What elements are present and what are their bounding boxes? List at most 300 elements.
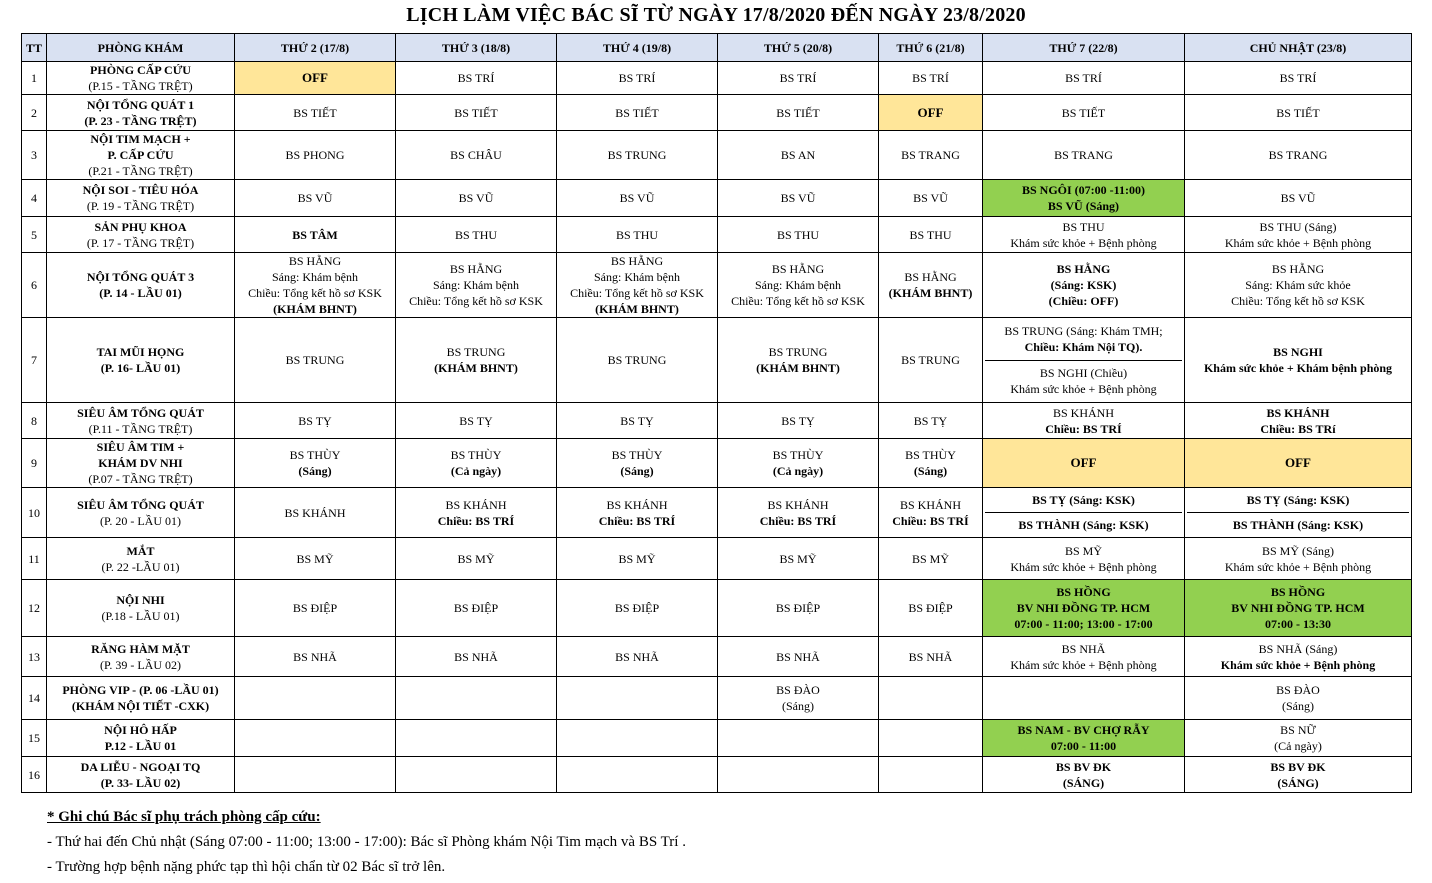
schedule-cell [396,439,557,488]
schedule-cell: BS VŨ [235,180,396,217]
schedule-cell [879,253,983,318]
col-header-sun: CHỦ NHẬT (23/8) [1185,34,1412,62]
row-number: 11 [22,538,47,580]
room-cell [47,677,235,720]
cell-line: BS TRUNG [768,345,828,359]
schedule-cell: BS TIẾT [396,95,557,131]
schedule-cell: BS TIẾT [235,95,396,131]
row-number: 7 [22,318,47,403]
cell-line: BS NAM - BV CHỢ RẪY [1017,723,1150,737]
cell-line: BS NGÔI (07:00 -11:00) [1022,183,1145,197]
room-cell [47,95,235,131]
cell-line: (Cả ngày) [772,464,824,478]
schedule-cell: BS KHÁNH [235,488,396,538]
cell-line: Chiều: BS TRí [1260,421,1336,436]
schedule-cell: BS VŨ [557,180,718,217]
cell-line: BS NGHI (Chiều) [1039,366,1128,381]
room-name: NỘI NHI [116,593,165,607]
cell-line: 07:00 - 11:00; 13:00 - 17:00 [1014,617,1153,631]
cell-line: (KHÁM BHNT) [434,361,518,375]
schedule-cell: BS TỴ [718,403,879,439]
col-header-sat: THỨ 7 (22/8) [983,34,1185,62]
schedule-cell: BS VŨ [718,180,879,217]
cell-line: BS THÙY [772,448,824,462]
cell-line: Chiều: Tổng kết hồ sơ KSK [1231,294,1365,308]
cell-line: Chiều: BS TRÍ [892,513,969,528]
schedule-cell [879,677,983,720]
cell-line: BS TRUNG (Sáng: Khám TMH; [1004,323,1163,338]
cell-line: (Chiều: OFF) [1048,294,1119,308]
cell-line: Sáng: Khám bệnh [433,278,519,292]
note-line: - Thứ hai đến Chủ nhật (Sáng 07:00 - 11:00; 13:00 - 17:00): Bác sĩ Phòng khám Nội Tim mạch và BS Trí . [47,834,686,850]
cell-line: BS BV ĐK [1055,759,1112,774]
schedule-cell: BS TRANG [1185,131,1412,180]
cell-line: BS ĐÀO [776,683,820,697]
cell-line: BS NHÃ [1061,641,1106,656]
schedule-cell [983,677,1185,720]
schedule-cell [879,757,983,793]
table-row [22,318,1412,403]
room-name: NỘI SOI - TIÊU HÓA [82,183,199,197]
schedule-cell [235,439,396,488]
schedule-table [21,33,1412,793]
table-row [22,217,1412,253]
schedule-cell: BS PHONG [235,131,396,180]
cell-line: (Cả ngày) [1274,739,1322,753]
schedule-cell [718,488,879,538]
schedule-cell-off: OFF [879,95,983,131]
col-header-fri: THỨ 6 (21/8) [879,34,983,62]
schedule-cell: BS TRUNG [557,131,718,180]
cell-line: Khám sức khỏe + Bệnh phòng [1220,657,1376,672]
schedule-cell: BS THU [396,217,557,253]
cell-line: (Sáng) [782,699,814,713]
cell-line: BS KHÁNH [1052,405,1114,420]
schedule-cell [879,439,983,488]
room-cell [47,757,235,793]
schedule-cell: BS VŨ [1185,180,1412,217]
table-row [22,538,1412,580]
notes-section [47,805,686,880]
schedule-cell: BS MỸ [396,538,557,580]
room-cell [47,439,235,488]
cell-line: BS VŨ (Sáng) [1047,199,1120,213]
cell-line: BS THÙY [289,448,341,462]
table-row [22,439,1412,488]
cell-line: (Sáng) [298,464,332,478]
room-location: (P. 23 - TẦNG TRỆT) [84,113,197,128]
split-top [985,318,1182,360]
schedule-cell: BS ĐIỆP [557,580,718,637]
cell-line: (KHÁM BHNT) [595,302,679,316]
cell-line: BS KHÁNH [1266,405,1330,420]
schedule-cell [235,720,396,757]
schedule-cell: BS NHÃ [235,637,396,677]
row-number: 4 [22,180,47,217]
cell-line: BV NHI ĐỒNG TP. HCM [1231,601,1365,615]
schedule-cell-split [983,488,1185,538]
schedule-cell: BS TRUNG [879,318,983,403]
schedule-cell: BS ĐIỆP [235,580,396,637]
row-number: 5 [22,217,47,253]
note-line: - Trường hợp bệnh nặng phức tạp thì hội chẩn từ 02 Bác sĩ trở lên. [47,859,446,875]
cell-line: BS NHÃ (Sáng) [1258,641,1338,656]
header-row [22,34,1412,62]
col-header-wed: THỨ 4 (19/8) [557,34,718,62]
cell-line: (Sáng) [1282,699,1314,713]
schedule-cell [718,253,879,318]
cell-line: BS HẰNG [771,262,825,276]
schedule-cell [235,757,396,793]
cell-line: Khám sức khỏe + Bệnh phòng [1010,559,1157,574]
schedule-cell [1185,720,1412,757]
room-location: (P.21 - TẦNG TRỆT) [88,164,193,178]
room-name: SIÊU ÂM TỔNG QUÁT [77,405,204,420]
schedule-cell: BS TRUNG [557,318,718,403]
room-location: (P. 19 - TẦNG TRỆT) [86,199,195,213]
schedule-cell-split [1185,488,1412,538]
schedule-cell [718,318,879,403]
room-name: DA LIỄU - NGOẠI TQ [80,759,201,774]
schedule-cell: BS TIẾT [1185,95,1412,131]
room-name-2: P. CẤP CỨU [107,148,174,162]
room-location: (P. 22 -LẦU 01) [101,559,180,574]
schedule-cell: BS TÂM [235,217,396,253]
schedule-cell: BS NHÃ [396,637,557,677]
schedule-cell: BS MỸ [557,538,718,580]
room-cell [47,637,235,677]
cell-line: Chiều: Tổng kết hồ sơ KSK [570,286,704,300]
cell-line: (KHÁM BHNT) [888,286,973,300]
schedule-cell [396,677,557,720]
col-header-mon: THỨ 2 (17/8) [235,34,396,62]
room-location: (P.18 - LẦU 01) [101,609,180,623]
room-location: (P. 14 - LẦU 01) [99,286,182,300]
cell-line: BS THÙY [905,448,956,462]
cell-line: Sáng: Khám sức khỏe [1245,278,1351,292]
room-name: PHÒNG VIP - (P. 06 -LẦU 01) [62,683,219,697]
room-location: (P. 39 - LẦU 02) [100,657,181,672]
room-name: SIÊU ÂM TIM + [96,440,185,454]
room-name-2: KHÁM DV NHI [98,456,183,470]
cell-line: Sáng: Khám bệnh [272,270,358,284]
cell-line: Chiều: BS TRÍ [598,513,676,528]
col-header-tt: TT [22,34,47,62]
cell-line: BS MỸ [1064,543,1102,558]
schedule-cell [557,488,718,538]
cell-line: BS THU (Sáng) [1259,219,1337,234]
notes-heading: * Ghi chú Bác sĩ phụ trách phòng cấp cứu: [47,809,321,825]
cell-line: Chiều: Khám Nội TQ). [1024,339,1143,354]
cell-line: Khám sức khỏe + Bệnh phòng [1010,657,1157,672]
cell-line: 07:00 - 11:00 [1050,739,1117,753]
schedule-cell: BS THU [879,217,983,253]
schedule-cell: BS VŨ [879,180,983,217]
cell-line: BS HẰNG [904,270,957,284]
room-location: (P.07 - TẦNG TRỆT) [88,472,193,486]
schedule-cell [557,757,718,793]
schedule-cell [396,488,557,538]
schedule-cell [396,318,557,403]
cell-line: Sáng: Khám bệnh [755,278,841,292]
cell-line: BS HỒNG [1056,585,1111,599]
schedule-cell [1185,757,1412,793]
cell-line: BS KHÁNH [899,497,961,512]
room-name: NỘI TIM MẠCH + [90,132,191,146]
schedule-cell [557,439,718,488]
schedule-cell: BS TỴ [879,403,983,439]
schedule-cell [983,253,1185,318]
schedule-cell [879,720,983,757]
row-number: 10 [22,488,47,538]
cell-line: BS HỒNG [1270,585,1326,599]
schedule-cell: BS NHÃ [557,637,718,677]
cell-line: Khám sức khỏe + Bệnh phòng [1010,382,1157,397]
room-name: PHÒNG CẤP CỨU [90,63,191,77]
cell-line: BS TRUNG [446,345,506,359]
schedule-cell [1185,677,1412,720]
room-cell [47,720,235,757]
room-location: P.12 - LẦU 01 [104,739,177,753]
cell-line: 07:00 - 13:30 [1265,617,1331,631]
row-number: 6 [22,253,47,318]
schedule-cell [879,488,983,538]
split-bottom: BS THÀNH (Sáng: KSK) [1187,512,1409,537]
schedule-cell [983,403,1185,439]
room-name: NỘI HÔ HẤP [104,723,177,737]
split-bottom: BS THÀNH (Sáng: KSK) [985,512,1182,537]
schedule-cell: BS TIẾT [557,95,718,131]
schedule-cell [1185,253,1412,318]
cell-line: BS NGHI [1273,345,1323,359]
schedule-cell [1185,403,1412,439]
schedule-cell: BS ĐIỆP [396,580,557,637]
schedule-cell [983,217,1185,253]
schedule-cell [235,253,396,318]
schedule-cell [1185,538,1412,580]
schedule-cell [718,720,879,757]
schedule-cell [396,253,557,318]
cell-line: Chiều: Tổng kết hồ sơ KSK [409,294,543,308]
schedule-cell: BS CHÂU [396,131,557,180]
table-row [22,677,1412,720]
col-header-room: PHÒNG KHÁM [47,34,235,62]
row-number: 15 [22,720,47,757]
cell-line: BS HẰNG [610,254,664,268]
schedule-cell: BS ĐIỆP [879,580,983,637]
cell-line: BS HẰNG [1271,262,1325,276]
schedule-cell [557,720,718,757]
room-location: (P.15 - TẦNG TRỆT) [88,79,193,93]
schedule-cell [718,439,879,488]
schedule-cell [718,677,879,720]
room-cell [47,403,235,439]
schedule-cell-highlight [1185,580,1412,637]
schedule-cell: BS TRÍ [396,62,557,95]
cell-line: Chiều: BS TRÍ [437,513,515,528]
cell-line: BS KHÁNH [767,497,829,512]
schedule-cell: BS TRUNG [235,318,396,403]
schedule-cell [1185,217,1412,253]
schedule-cell: BS TRÍ [1185,62,1412,95]
table-row [22,253,1412,318]
schedule-cell-split [983,318,1185,403]
schedule-cell [396,720,557,757]
schedule-cell [235,677,396,720]
row-number: 16 [22,757,47,793]
room-location: (P. 20 - LẦU 01) [100,513,181,528]
schedule-cell: BS TIẾT [718,95,879,131]
split-top: BS TỴ (Sáng: KSK) [1246,493,1350,507]
table-row [22,757,1412,793]
col-header-thu: THỨ 5 (20/8) [718,34,879,62]
schedule-cell: BS TỴ [557,403,718,439]
cell-line: BS HẰNG [1056,262,1111,276]
table-row [22,131,1412,180]
cell-line: BS BV ĐK [1270,759,1326,774]
schedule-cell: BS TRANG [879,131,983,180]
row-number: 3 [22,131,47,180]
cell-line: (Sáng) [913,464,948,478]
schedule-cell: BS NHÃ [879,637,983,677]
room-name: SIÊU ÂM TỔNG QUÁT [77,497,204,512]
schedule-cell [1185,318,1412,403]
schedule-cell-off: OFF [235,62,396,95]
schedule-cell: BS NHÃ [718,637,879,677]
schedule-cell [718,757,879,793]
schedule-cell-highlight [983,180,1185,217]
room-cell [47,180,235,217]
cell-line: Khám sức khỏe + Bệnh phòng [1010,235,1157,250]
schedule-cell: BS TỴ [396,403,557,439]
schedule-cell-off: OFF [983,439,1185,488]
cell-line: BS NỮ [1280,723,1316,737]
row-number: 2 [22,95,47,131]
schedule-cell-off: OFF [1185,439,1412,488]
schedule-cell: BS TRÍ [557,62,718,95]
cell-line: (KHÁM BHNT) [756,361,840,375]
cell-line: (Cả ngày) [450,464,502,478]
cell-line: Chiều: BS TRÍ [759,513,837,528]
room-location: (P. 16- LẦU 01) [100,361,181,375]
cell-line: (SÁNG) [1062,775,1105,790]
row-number: 8 [22,403,47,439]
cell-line: (Sáng) [620,464,654,478]
table-row [22,720,1412,757]
schedule-cell [557,253,718,318]
row-number: 13 [22,637,47,677]
schedule-cell: BS TỴ [235,403,396,439]
room-cell [47,253,235,318]
room-location: (P.11 - TẦNG TRỆT) [88,421,193,436]
room-cell [47,131,235,180]
room-cell [47,538,235,580]
schedule-cell: BS TIẾT [983,95,1185,131]
cell-line: BS THU [1062,219,1105,234]
row-number: 9 [22,439,47,488]
schedule-cell [983,637,1185,677]
schedule-cell-highlight [983,720,1185,757]
table-row [22,580,1412,637]
cell-line: Khám sức khỏe + Bệnh phòng [1224,559,1372,574]
split-top: BS TỴ (Sáng: KSK) [1032,493,1135,507]
cell-line: Chiều: Tổng kết hồ sơ KSK [731,294,865,308]
room-name: RĂNG HÀM MẶT [91,641,190,656]
table-row [22,180,1412,217]
cell-line: BS THÙY [611,448,663,462]
room-cell [47,318,235,403]
schedule-cell-highlight [983,580,1185,637]
room-cell [47,580,235,637]
table-row [22,637,1412,677]
schedule-cell: BS TRÍ [718,62,879,95]
table-row [22,62,1412,95]
split-bottom [985,360,1182,403]
row-number: 1 [22,62,47,95]
room-name: TAI MŨI HỌNG [96,345,185,359]
room-name: SẢN PHỤ KHOA [94,219,187,234]
schedule-cell: BS VŨ [396,180,557,217]
schedule-cell [396,757,557,793]
schedule-cell: BS THU [557,217,718,253]
schedule-cell: BS MỸ [235,538,396,580]
room-cell [47,62,235,95]
schedule-cell: BS TRÍ [879,62,983,95]
cell-line: BS HẰNG [288,254,342,268]
cell-line: (Sáng: KSK) [1050,278,1117,292]
table-row [22,403,1412,439]
cell-line: BS THÙY [450,448,502,462]
schedule-cell: BS MỸ [718,538,879,580]
schedule-cell [983,757,1185,793]
cell-line: Sáng: Khám bệnh [594,270,680,284]
room-cell [47,488,235,538]
schedule-cell: BS ĐIỆP [718,580,879,637]
cell-line: (SÁNG) [1277,775,1319,790]
cell-line: Chiều: BS TRÍ [1045,421,1122,436]
room-location: (P. 17 - TẦNG TRỆT) [86,235,195,250]
cell-line: BS ĐÀO [1276,683,1320,697]
schedule-cell: BS MỸ [879,538,983,580]
room-name-2: (KHÁM NỘI TIẾT -CXK) [71,699,210,713]
row-number: 12 [22,580,47,637]
cell-line: BS HẰNG [449,262,503,276]
cell-line: BS KHÁNH [445,497,507,512]
table-row [22,488,1412,538]
schedule-cell [1185,637,1412,677]
row-number: 14 [22,677,47,720]
room-cell [47,217,235,253]
cell-line: Khám sức khỏe + Bệnh phòng [1224,235,1372,250]
room-location: (P. 33- LẦU 02) [100,775,181,790]
schedule-cell: BS TRANG [983,131,1185,180]
cell-line: BV NHI ĐỒNG TP. HCM [1016,601,1151,615]
room-name: MẮT [126,543,155,558]
cell-line: (KHÁM BHNT) [273,302,357,316]
schedule-cell: BS THU [718,217,879,253]
room-name: NỘI TỔNG QUÁT 3 [86,270,195,284]
schedule-cell [557,677,718,720]
room-name: NỘI TỔNG QUÁT 1 [86,97,195,112]
cell-line: BS KHÁNH [606,497,668,512]
table-row [22,95,1412,131]
page-title: LỊCH LÀM VIỆC BÁC SĨ TỪ NGÀY 17/8/2020 ĐẾN NGÀY 23/8/2020 [406,4,1026,26]
cell-line: Chiều: Tổng kết hồ sơ KSK [248,286,382,300]
schedule-cell: BS AN [718,131,879,180]
schedule-cell [983,538,1185,580]
cell-line: Khám sức khỏe + Khám bệnh phòng [1203,361,1393,375]
cell-line: BS MỸ (Sáng) [1261,543,1334,558]
